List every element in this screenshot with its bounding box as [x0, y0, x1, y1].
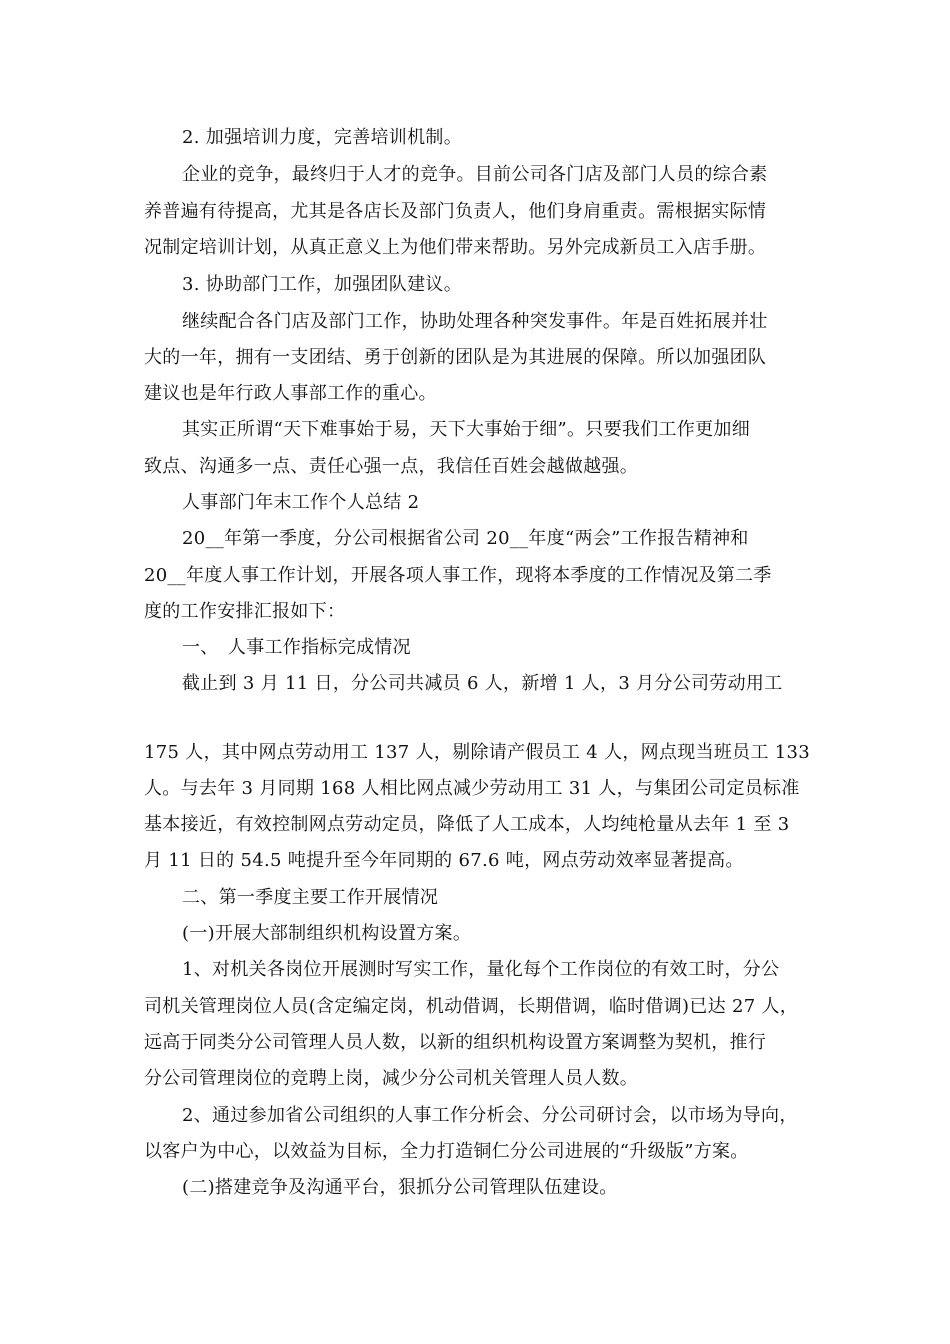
paragraph-line: 175 人，其中网点劳动用工 137 人，剔除请产假员工 4 人，网点现当班员工 133: [144, 742, 811, 763]
section-title: 人事部门年末工作个人总结 2: [182, 492, 420, 513]
heading-indicators: 一、 人事工作指标完成情况: [182, 637, 411, 658]
subheading: (二)搭建竞争及沟通平台，狠抓分公司管理队伍建设。: [182, 1177, 618, 1198]
paragraph-line: 养普遍有待提高，尤其是各店长及部门负责人，他们身肩重责。需根据实际情: [144, 201, 767, 222]
paragraph-line: 继续配合各门店及部门工作，协助处理各种突发事件。年是百姓拓展并壮: [182, 311, 768, 332]
paragraph-line: 远高于同类分公司管理人员人数，以新的组织机构设置方案调整为契机，推行: [144, 1032, 767, 1053]
paragraph-line: 大的一年，拥有一支团结、勇于创新的团队是为其进展的保障。所以加强团队: [144, 347, 767, 368]
heading-training: 2. 加强培训力度，完善培训机制。: [182, 127, 462, 148]
heading-main-work: 二、第一季度主要工作开展情况: [182, 887, 439, 908]
paragraph-line: 基本接近，有效控制网点劳动定员，降低了人工成本，人均纯枪量从去年 1 至 3: [144, 814, 790, 835]
paragraph-line: 司机关管理岗位人员(含定编定岗，机动借调，长期借调，临时借调)已达 27 人，: [144, 996, 799, 1017]
paragraph-line: 人。与去年 3 月同期 168 人相比网点减少劳动用工 31 人，与集团公司定员标准: [144, 778, 800, 799]
paragraph-line: 度的工作安排汇报如下：: [144, 601, 346, 622]
paragraph-line: 月 11 日的 54.5 吨提升至今年同期的 67.6 吨，网点劳动效率显著提高。: [144, 850, 744, 871]
paragraph-line: 截止到 3 月 11 日，分公司共减员 6 人，新增 1 人，3 月分公司劳动用工: [182, 673, 783, 694]
paragraph-line: 其实正所谓“天下难事始于易，天下大事始于细”。只要我们工作更加细: [182, 419, 751, 440]
paragraph-line: 20__年度人事工作计划，开展各项人事工作，现将本季度的工作情况及第二季: [144, 565, 772, 586]
paragraph-line: 20__年第一季度，分公司根据省公司 20__年度“两会”工作报告精神和: [182, 528, 749, 549]
paragraph-line: 致点、沟通多一点、责任心强一点，我信任百姓会越做越强。: [144, 456, 639, 477]
paragraph-line: 企业的竞争，最终归于人才的竞争。目前公司各门店及部门人员的综合素: [182, 164, 768, 185]
paragraph-line: 2、通过参加省公司组织的人事工作分析会、分公司研讨会，以市场为导向，: [182, 1105, 798, 1126]
paragraph-line: 建议也是年行政人事部工作的重心。: [144, 383, 437, 404]
heading-teamwork: 3. 协助部门工作，加强团队建议。: [182, 274, 462, 295]
paragraph-line: 1、对机关各岗位开展测时写实工作，量化每个工作岗位的有效工时，分公: [182, 959, 780, 980]
paragraph-line: 况制定培训计划，从真正意义上为他们带来帮助。另外完成新员工入店手册。: [144, 237, 767, 258]
paragraph-line: 以客户为中心，以效益为目标，全力打造铜仁分公司进展的“升级版”方案。: [144, 1141, 749, 1162]
paragraph-line: 分公司管理岗位的竞聘上岗，减少分公司机关管理人员人数。: [144, 1068, 639, 1089]
subheading: (一)开展大部制组织机构设置方案。: [182, 923, 472, 944]
